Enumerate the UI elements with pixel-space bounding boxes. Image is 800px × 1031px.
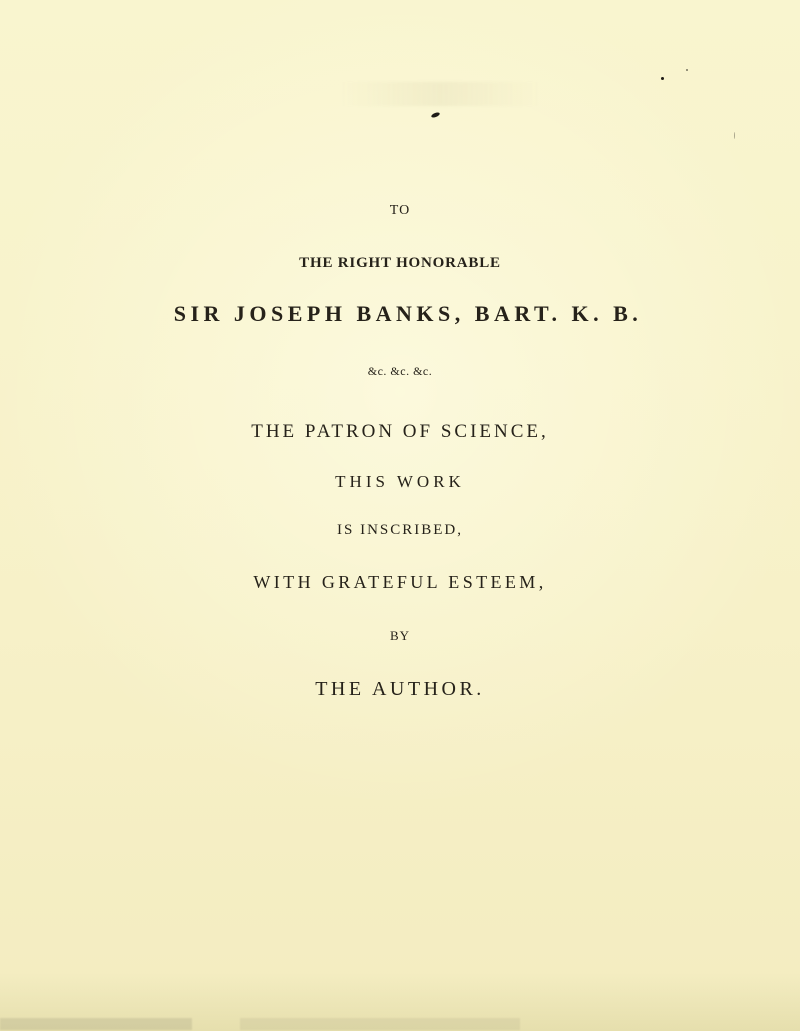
dedication-patron: THE PATRON OF SCIENCE,: [251, 421, 549, 442]
ink-speck: [686, 69, 688, 71]
dedication-to: TO: [389, 203, 411, 218]
show-through-heading: [340, 82, 540, 106]
dedication-author: THE AUTHOR.: [315, 678, 485, 700]
ink-speck: [431, 111, 441, 118]
dedication-work: THIS WORK: [335, 472, 465, 491]
dedication-etc: &c. &c. &c.: [367, 364, 433, 378]
bottom-edge-marks: [0, 1018, 800, 1030]
dedication-honorable: THE RIGHT HONORABLE: [299, 255, 501, 271]
dedication-inscribed: IS INSCRIBED,: [336, 522, 463, 538]
dedication-esteem: WITH GRATEFUL ESTEEM,: [253, 572, 547, 592]
dedication-by: BY: [389, 628, 411, 643]
ink-speck: [661, 77, 664, 80]
ink-speck: [734, 132, 735, 139]
dedication-name: SIR JOSEPH BANKS, BART. K. B.: [173, 301, 643, 326]
